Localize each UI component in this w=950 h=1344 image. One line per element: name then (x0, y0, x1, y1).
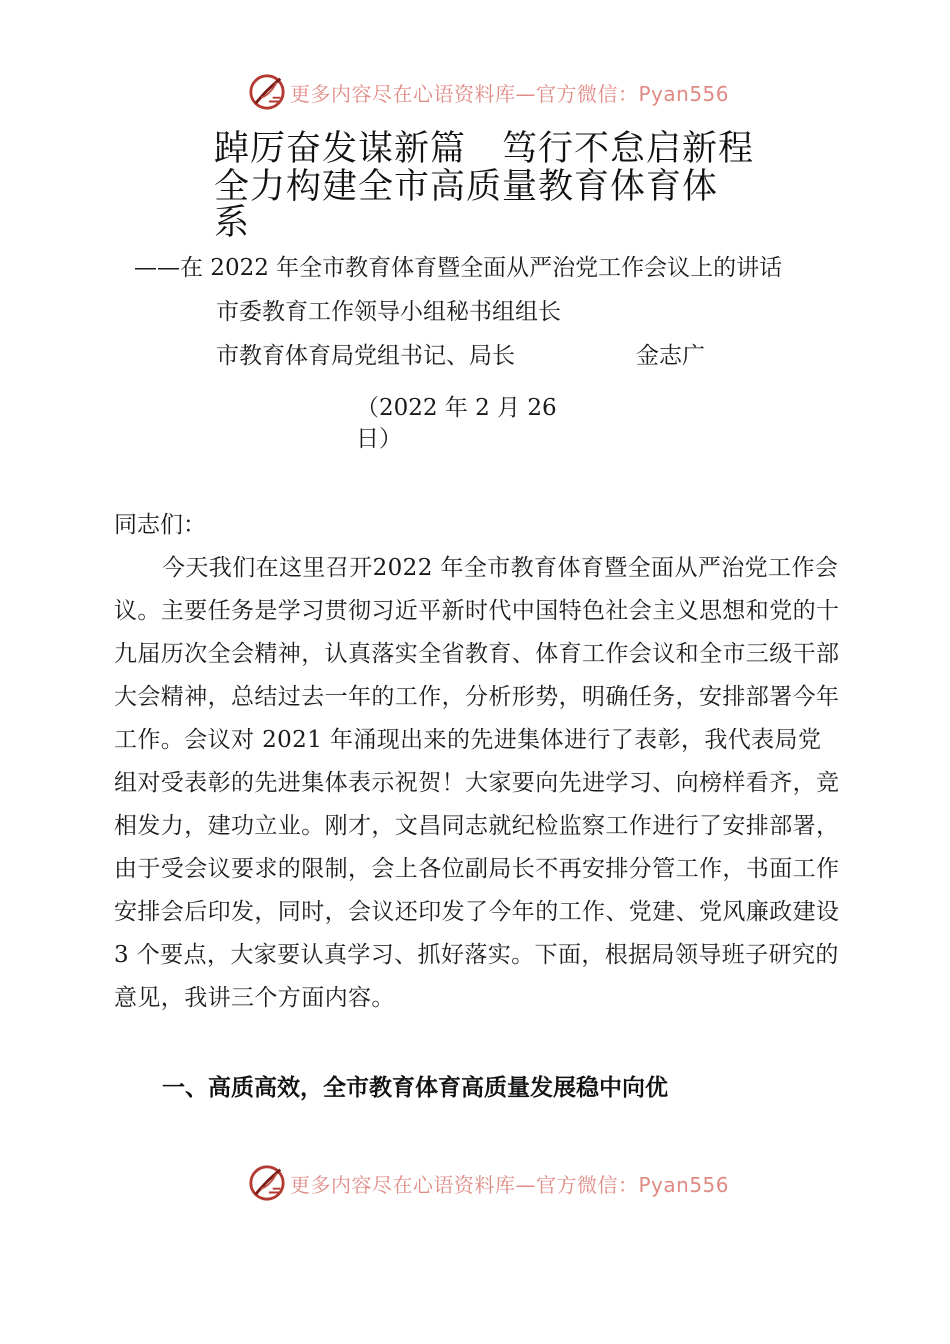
body-paragraph-1: 今天我们在这里召开2022 年全市教育体育暨全面从严治党工作会议。主要任务是学习贯彻习近平新时代中国特色社会主义思想和党的十九届历次全会精神，认真落实全省教育、体育工作会议和全市三级干部大会精神，总结过去一年的工作，分析形势，明确任务，安排部署今年工作。会议对 2021 年涌现出来的先进集体进行了表彰，我代表局党组对受表彰的先进集体表示祝贺！大家要向先进学习、向榜样看齐，竞相发力，建功立业。刚才，文昌同志就纪检监察工作进行了安排部署，由于受会议要求的限制，会上各位副局长不再安排分管工作，书面工作安排会后印发，同时，会议还印发了今年的工作、党建、党风廉政建设 3 个要点，大家要认真学习、抓好落实。下面，根据局领导班子研究的意见，我讲三个方面内容。 (114, 555, 840, 1011)
subtitle: ——在 2022 年全市教育体育暨全面从严治党工作会议上的讲话 (134, 255, 783, 281)
watermark-text: 更多内容尽在心语资料库—官方微信：Pyan556 (290, 81, 730, 106)
title-line-1 (214, 130, 754, 168)
section-heading-1: 一、高质高效，全市教育体育高质量发展稳中向优 (162, 1075, 668, 1101)
speaker-name: 金志广 (636, 343, 705, 369)
title-line-1-part-1: 踔厉奋发谋新篇 (214, 129, 467, 169)
watermark-banner-top (248, 72, 729, 112)
salutation: 同志们： (114, 512, 206, 538)
quill-pen-logo-icon (248, 73, 286, 111)
date-line-1: （2022 年 2 月 26 (356, 395, 557, 421)
watermark-text: 更多内容尽在心语资料库—官方微信：Pyan556 (290, 1172, 730, 1197)
speaker-role-2: 市教育体育局党组书记、局长 (216, 343, 515, 369)
title-line-2: 全力构建全市高质量教育体育体 (214, 167, 719, 207)
title-line-3: 系 (214, 203, 251, 243)
title-line-1-part-2: 笃行不怠启新程 (502, 129, 755, 169)
watermark-banner-bottom (248, 1163, 729, 1203)
date-line-2: 日） (356, 426, 402, 452)
quill-pen-logo-icon (248, 1164, 286, 1202)
speaker-role-1: 市委教育工作领导小组秘书组组长 (216, 299, 561, 325)
